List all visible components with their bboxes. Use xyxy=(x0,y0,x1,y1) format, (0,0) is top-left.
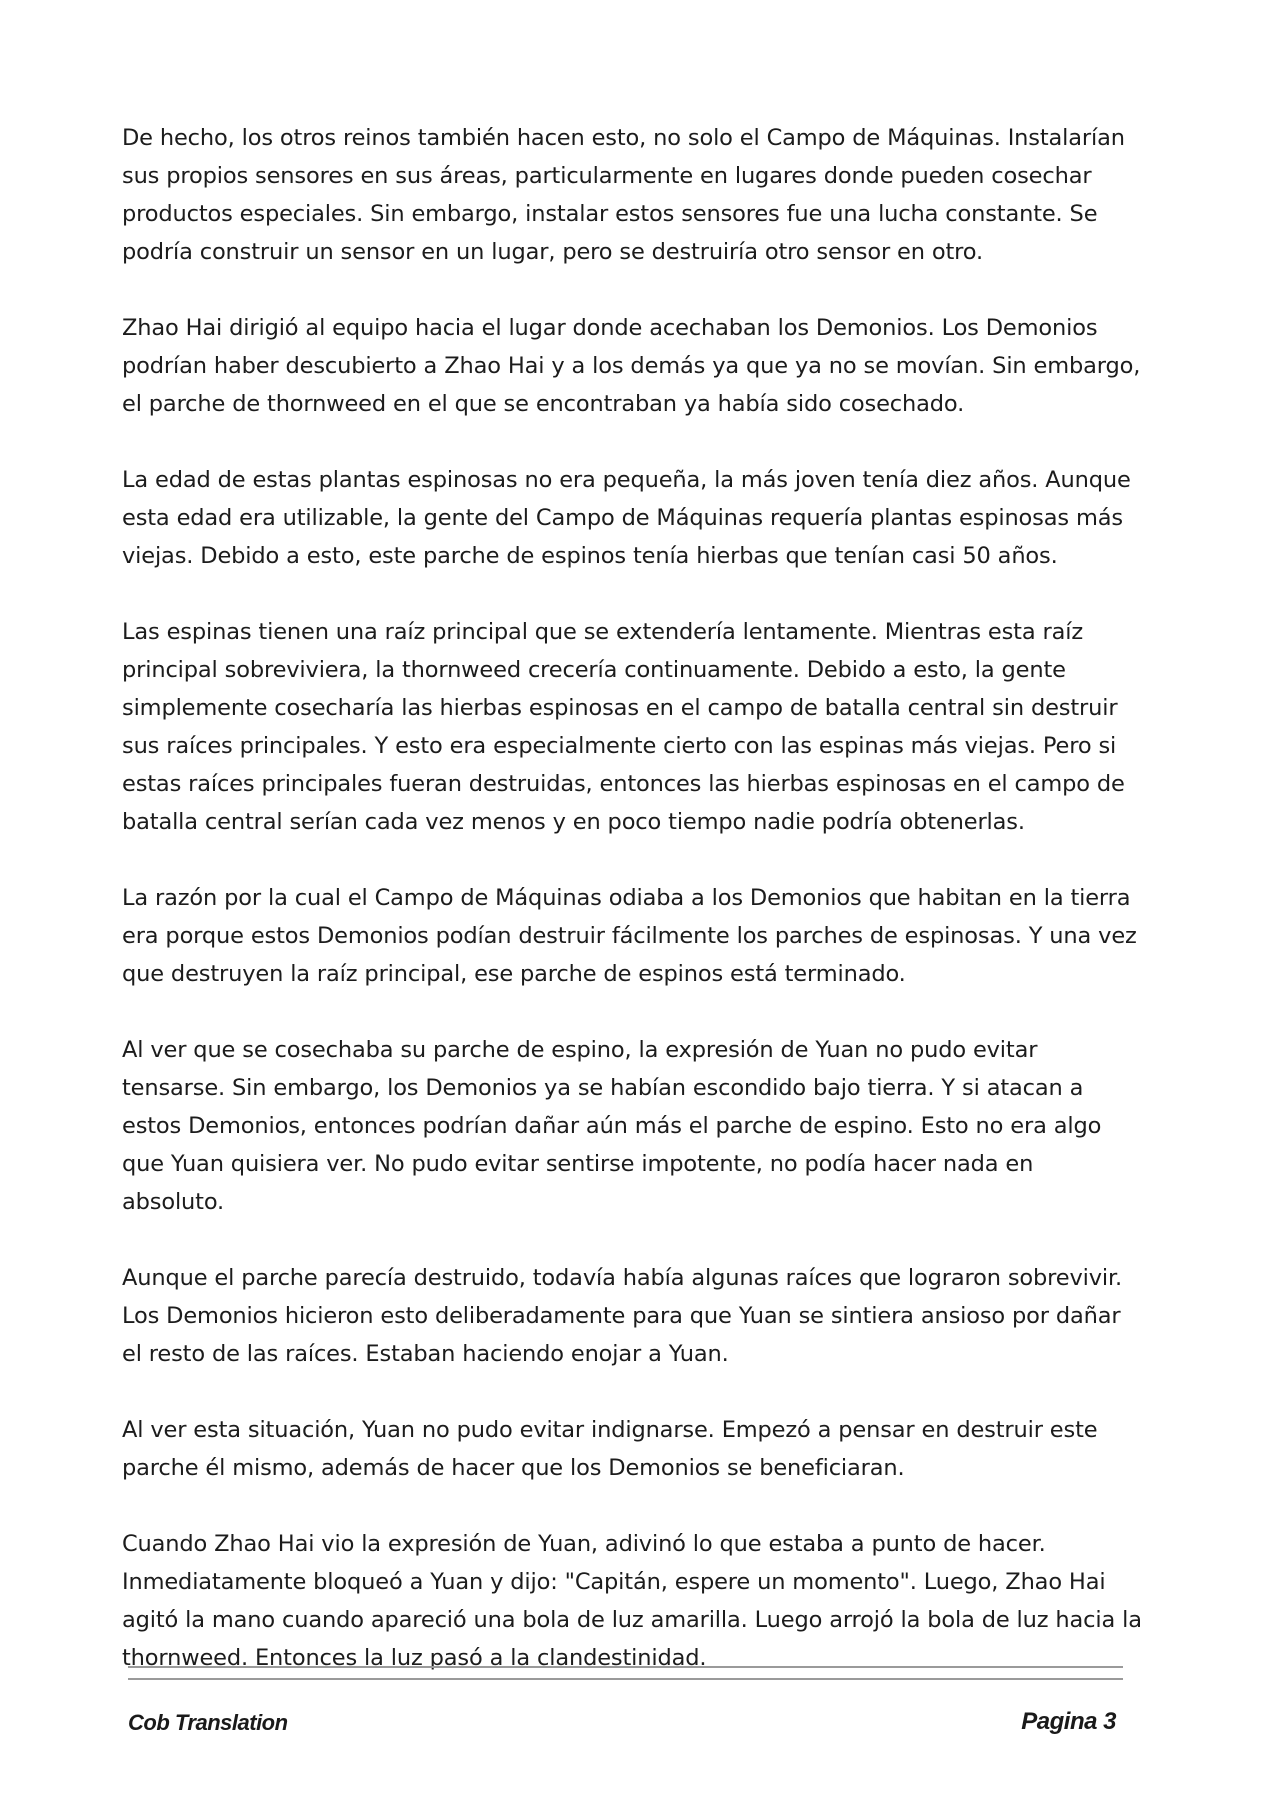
footer-divider xyxy=(128,1666,1123,1668)
paragraph: Aunque el parche parecía destruido, todavía había algunas raíces que lograron sobrevivir. Los Demonios hicieron esto deliberadamente para que Yuan se sintiera ansioso por dañar el resto de las raíces. Estaban haciendo enojar a Yuan. xyxy=(122,1265,1123,1367)
footer-divider xyxy=(128,1678,1123,1680)
paragraph: De hecho, los otros reinos también hacen esto, no solo el Campo de Máquinas. Instalarían sus propios sensores en sus áreas, particularmente en lugares donde pueden cosechar productos especiales. Sin embargo, instalar estos sensores fue una lucha constante. Se podría construir un sensor en un lugar, pero se destruiría otro sensor en otro. xyxy=(122,125,1125,265)
paragraph: Las espinas tienen una raíz principal que se extendería lentamente. Mientras esta raíz principal sobreviviera, la thornweed crecería continuamente. Debido a esto, la gente simplemente cosecharía las hierbas espinosas en el campo de batalla central sin destruir sus raíces principales. Y esto era especialmente cierto con las espinas más viejas. Pero si estas raíces principales fueran destruidas, entonces las hierbas espinosas en el campo de batalla central serían cada vez menos y en poco tiempo nadie podría obtenerlas. xyxy=(122,619,1125,835)
paragraph: Cuando Zhao Hai vio la expresión de Yuan, adivinó lo que estaba a punto de hacer. Inmediatamente bloqueó a Yuan y dijo: "Capitán, espere un momento". Luego, Zhao Hai agitó la mano cuando apareció una bola de luz amarilla. Luego arrojó la bola de luz hacia la thornweed. Entonces la luz pasó a la clandestinidad. xyxy=(122,1531,1142,1671)
paragraph: Al ver esta situación, Yuan no pudo evitar indignarse. Empezó a pensar en destruir este parche él mismo, además de hacer que los Demonios se beneficiaran. xyxy=(122,1417,1098,1481)
paragraph: La edad de estas plantas espinosas no era pequeña, la más joven tenía diez años. Aunque esta edad era utilizable, la gente del Campo de Máquinas requería plantas espinosas más viejas. Debido a esto, este parche de espinos tenía hierbas que tenían casi 50 años. xyxy=(122,467,1131,569)
footer-credit: Cob Translation xyxy=(128,1710,288,1735)
page-number: Pagina 3 xyxy=(1021,1708,1116,1735)
paragraph: Zhao Hai dirigió al equipo hacia el lugar donde acechaban los Demonios. Los Demonios podrían haber descubierto a Zhao Hai y a los demás ya que ya no se movían. Sin embargo, el parche de thornweed en el que se encontraban ya había sido cosechado. xyxy=(122,315,1141,417)
paragraph: Al ver que se cosechaba su parche de espino, la expresión de Yuan no pudo evitar tensarse. Sin embargo, los Demonios ya se habían escondido bajo tierra. Y si atacan a estos Demonios, entonces podrían dañar aún más el parche de espino. Esto no era algo que Yuan quisiera ver. No pudo evitar sentirse impotente, no podía hacer nada en absoluto. xyxy=(122,1037,1102,1215)
body-text xyxy=(122,119,1142,1677)
paragraph: La razón por la cual el Campo de Máquinas odiaba a los Demonios que habitan en la tierra era porque estos Demonios podían destruir fácilmente los parches de espinosas. Y una vez que destruyen la raíz principal, ese parche de espinos está terminado. xyxy=(122,885,1137,987)
